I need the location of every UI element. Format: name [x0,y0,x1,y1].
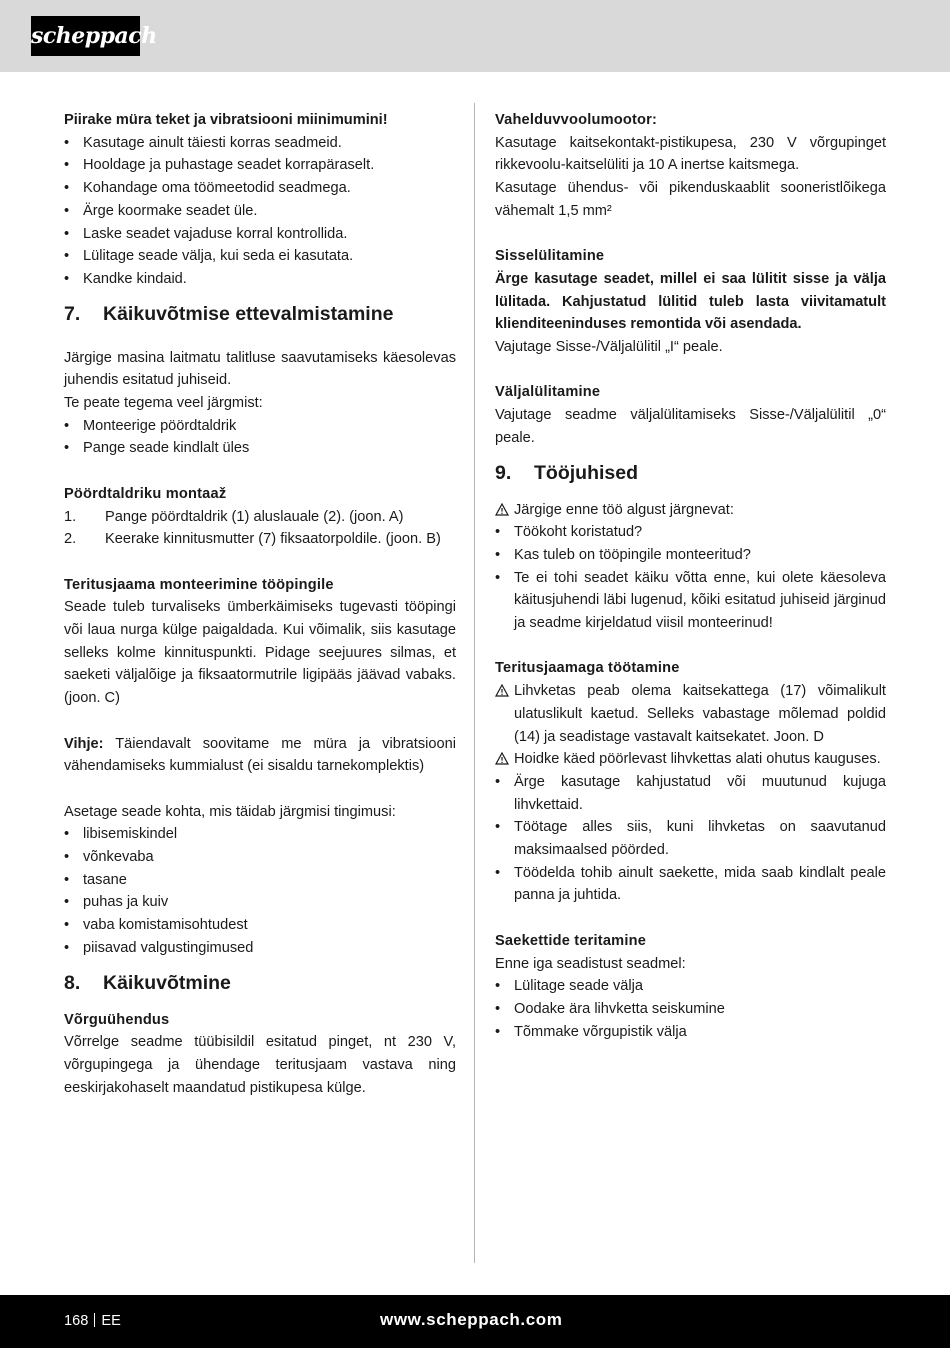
right-column [495,109,886,1043]
language-code: EE [101,1313,121,1329]
warning-icon [495,752,509,765]
place-text: Asetage seade kohta, mis täidab järgmisi tingimusi: [64,803,396,820]
list-item: • Hooldage ja puhastage seadet korrapäraselt. [64,154,456,177]
bench-heading: Teritusjaama monteerimine tööpingile [64,576,334,593]
step-number: 1. [64,508,77,525]
list-item: • Pange seade kindlalt üles [64,437,456,460]
chain-list [495,975,886,1043]
chain-heading: Saekettide teritamine [495,932,647,949]
sharp-heading: Teritusjaamaga töötamine [495,660,680,677]
list-item-text: Töötage alles siis, kuni lihvketas on saavutanud maksimaalsed pöörded. [514,819,886,859]
section-number: 9. [495,461,512,484]
list-item-text: Te ei tohi seadet käiku võtta enne, kui olete käesoleva käitusjuhendi läbi lugenud, kõiki esitatud juhiseid järginud ja seadme kirjeldatud viisil monteerinud! [514,569,886,632]
list-item: • Kohandage oma töömeetodid seadmega. [64,177,456,200]
list-item: • Ärge koormake seadet üle. [64,200,456,223]
list-item: • Tõmmake võrgupistik välja [495,1021,886,1044]
list-item: • libisemiskindel [64,823,456,846]
chain-intro: Enne iga seadistust seadmel: [495,955,686,972]
list-item-text: Töökoht koristatud? [514,524,643,541]
page-number: 168 [64,1313,89,1329]
list-item: • Töökoht koristatud? [495,524,643,541]
sec7-intro: Järgige masina laitmatu talitluse saavutamiseks käesolevas juhendis esitatud juhiseid. [64,349,456,389]
list-item: • tasane [64,869,456,892]
section-number: 8. [64,971,81,994]
place-list [64,823,456,959]
sec9-list [495,499,886,635]
separator [94,1313,95,1327]
warning-item [495,499,886,522]
list-item: • Töödelda tohib ainult saekette, mida saab kindlalt peale panna ja juhtida. [495,864,886,904]
warning-item [495,748,886,771]
sharp-list [495,680,886,907]
section-7-title [64,301,456,327]
mains-heading: Võrguühendus [64,1011,170,1028]
list-item: • Kandke kindaid. [64,268,456,291]
tip-label: Vihje: [64,735,104,752]
noise-list [64,132,456,291]
ac-heading: Vahelduvvoolumootor: [495,112,658,128]
on-heading: Sisselülitamine [495,248,605,265]
list-item-text: Ärge kasutage kahjustatud või muutunud kujuga lihvkettaid. [514,773,886,813]
warning-item [495,680,886,748]
section-title-text: Tööjuhised [534,461,638,484]
list-item [64,506,456,529]
list-item: • Monteerige pöördtaldrik [64,415,456,438]
list-item: • Te ei tohi seadet käiku võtta enne, kui olete käesoleva käitusjuhendi läbi lugenud, kõiki esitatud juhiseid järginud ja seadme kirjeldatud viisil monteerinud! [495,569,886,632]
warning-text: Hoidke käed pöörlevast lihvkettas alati ohutus kauguses. [514,751,881,768]
sec7-list [64,415,456,460]
ac-text-2: Kasutage ühendus- või pikenduskaablit sooneristlõikega vähemalt 1,5 mm² [495,180,886,219]
list-item: • Kas tuleb on tööpingile monteeritud? [495,546,751,563]
scheppach-logo: scheppach [31,16,140,56]
bench-text: Seade tuleb turvaliseks ümberkäimiseks tugevasti tööpingi või laua nurga külge paigaldada. Kui võimalik, siis kasutage selleks kolme kinnituspunkti. Pidage seejuures silmas, et saeketi väljalõige ja fiksaatormutrile ligipääs jäävad vabaks. (joon. C) [64,599,456,707]
warning-text: Lihvketas peab olema kaitsekattega (17) võimalikult ulatuslikult kaetud. Selleks vabastage mõlemad poldid (14) ja seadistage vastavalt kaitsekatet. Joon. D [514,683,886,745]
column-divider [474,103,475,1263]
off-heading: Väljalülitamine [495,384,601,401]
section-number: 7. [64,302,81,325]
list-item: • puhas ja kuiv [64,891,456,914]
noise-heading: Piirake müra teket ja vibratsiooni miinimumini! [64,112,388,128]
tip-text: Täiendavalt soovitame me müra ja vibratsiooni vähendamiseks kummialust (ei sisaldu tarnekomplektis) [64,735,456,775]
sec7-must: Te peate tegema veel järgmist: [64,395,263,412]
page-footer [0,1295,950,1348]
list-item: • Lülitage seade välja, kui seda ei kasutata. [64,245,456,268]
section-title-text: Käikuvõtmise ettevalmistamine [103,302,394,325]
section-title-text: Käikuvõtmine [103,971,231,994]
page-header [0,0,950,72]
list-item: • vaba komistamisohtudest [64,914,456,937]
step-text: Pange pöördtaldrik (1) aluslauale (2). (joon. A) [105,508,404,525]
list-item: • Ärge kasutage kahjustatud või muutunud kujuga lihvkettaid. [495,773,886,813]
list-item: • võnkevaba [64,846,456,869]
left-column [64,109,456,1099]
list-item: • Laske seadet vajaduse korral kontrollida. [64,223,456,246]
step-text: Keerake kinnitusmutter (7) fiksaatorpoldile. (joon. B) [105,531,441,548]
mains-text: Võrrelge seadme tüübisildil esitatud pinget, nt 230 V, võrgupingega ja ühendage teritusjaam vastava ning eeskirjakohaselt maandatud pistikupesa külge. [64,1034,456,1096]
section-8-title [64,970,456,996]
on-text: Vajutage Sisse-/Väljalülitil „I“ peale. [495,339,723,356]
warning-icon [495,503,509,516]
warning-text: Järgige enne töö algust järgnevat: [514,501,734,518]
list-item: • Töötage alles siis, kuni lihvketas on saavutanud maksimaalsed pöörded. [495,819,886,859]
turntable-heading: Pöördtaldriku montaaž [64,485,227,502]
off-text: Vajutage seadme väljalülitamiseks Sisse-/Väljalülitil „0“ peale. [495,407,886,446]
list-item: • Lülitage seade välja [495,975,886,998]
turntable-steps [64,506,456,551]
step-number: 2. [64,531,77,548]
list-item-text: Töödelda tohib ainult saekette, mida saab kindlalt peale panna ja juhtida. [514,864,886,904]
list-item: • piisavad valgustingimused [64,937,456,960]
list-item [64,528,456,551]
on-warning: Ärge kasutage seadet, millel ei saa lülitit sisse ja välja lülitada. Kahjustatud lülitid tuleb lasta viivitamatult klienditeeninduses remontida või asendada. [495,270,886,333]
website-url[interactable]: www.scheppach.com [380,1310,563,1329]
list-item-text: Kas tuleb on tööpingile monteeritud? [514,546,751,563]
page-number-block [64,1311,121,1331]
section-9-title [495,460,886,486]
tip-paragraph [64,733,456,778]
ac-text-1: Kasutage kaitsekontakt-pistikupesa, 230 V võrgupinget rikkevoolu-kaitselüliti ja 10 A inertse kaitsmega. [495,134,886,174]
list-item: • Kasutage ainult täiesti korras seadmeid. [64,132,456,155]
warning-icon [495,684,509,697]
list-item: • Oodake ära lihvketta seiskumine [495,998,886,1021]
